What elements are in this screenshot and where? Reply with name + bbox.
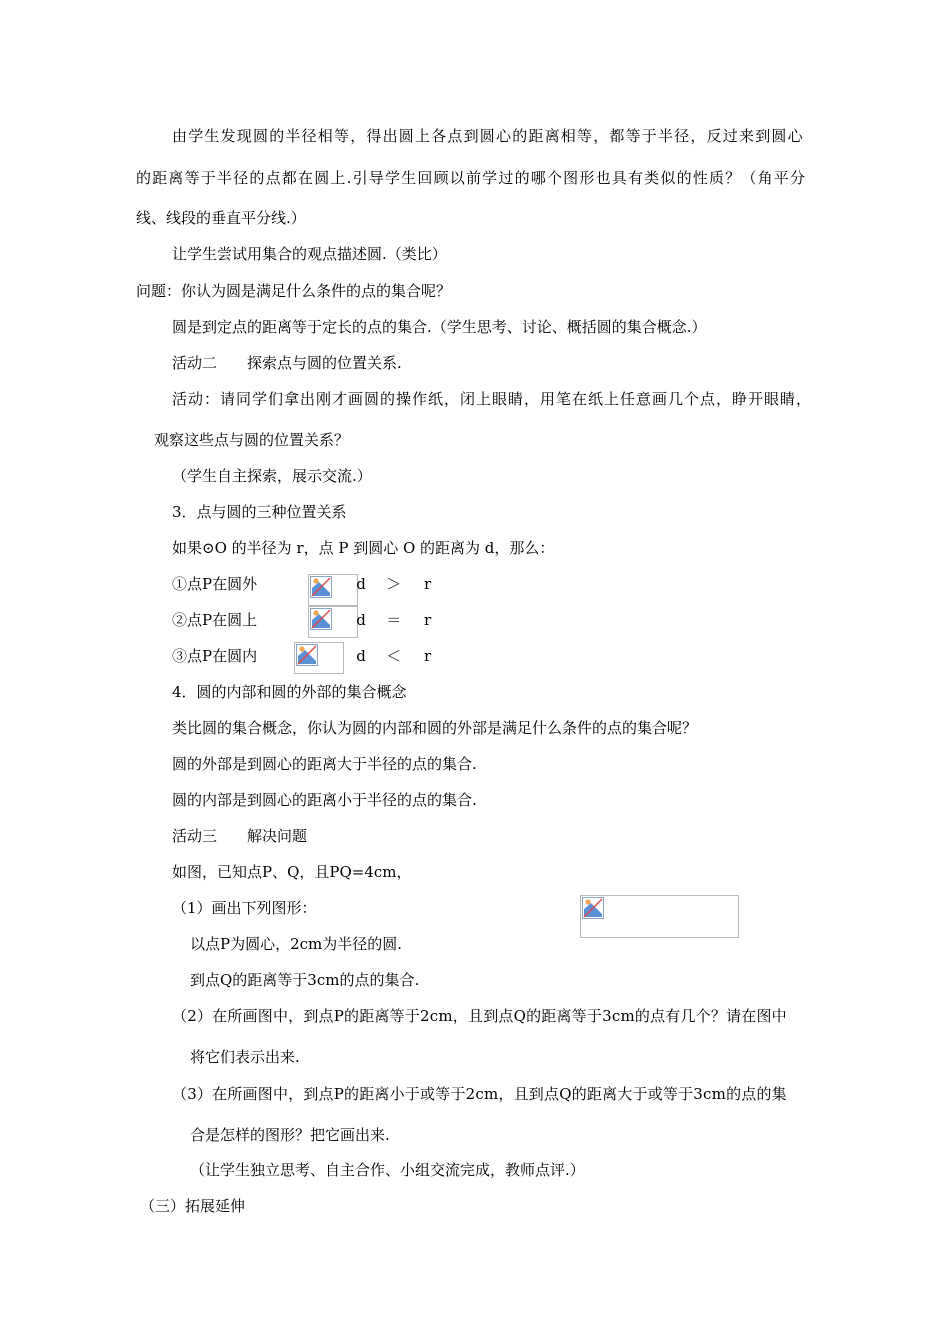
question-line: （2）在所画图中，到点P的距离等于2cm，且到点Q的距离等于3cm的点有几个？请在图中 <box>172 1007 787 1025</box>
paragraph-line: 将它们表示出来. <box>190 1048 300 1066</box>
broken-image-icon <box>308 606 358 638</box>
paragraph-line: （学生自主探索，展示交流.） <box>172 467 372 485</box>
paragraph-line: 的距离等于半径的点都在圆上.引导学生回顾以前学过的哪个图形也具有类似的性质？（角平分 <box>136 169 807 187</box>
paragraph-line: 到点Q的距离等于3cm的点的集合. <box>190 971 420 989</box>
paragraph-line: 如果⊙O 的半径为 r，点 P 到圆心 O 的距离为 d，那么： <box>172 539 555 557</box>
broken-image-icon <box>296 644 318 666</box>
paragraph-line: 类比圆的集合概念，你认为圆的内部和圆的外部是满足什么条件的点的集合呢？ <box>172 719 698 737</box>
broken-image-icon <box>310 576 332 598</box>
answer-line: 圆是到定点的距离等于定长的点的集合.（学生思考、讨论、概括圆的集合概念.） <box>172 318 707 336</box>
distance-symbol: d <box>356 647 366 665</box>
comparison-operator: ＝ <box>386 611 402 629</box>
paragraph-line: （让学生独立思考、自主合作、小组交流完成，教师点评.） <box>190 1161 585 1179</box>
paragraph-line: 由学生发现圆的半径相等，得出圆上各点到圆心的距离相等，都等于半径，反过来到圆心 <box>172 127 804 145</box>
section-title: 3．点与圆的三种位置关系 <box>172 503 347 521</box>
paragraph-line: 以点P为圆心，2cm为半径的圆. <box>190 935 403 953</box>
relation-label: ②点P在圆上 <box>172 611 258 629</box>
broken-image-icon <box>580 895 739 938</box>
broken-image-icon <box>294 642 344 674</box>
question-line: 问题：你认为圆是满足什么条件的点的集合呢？ <box>136 282 452 300</box>
paragraph-line: 观察这些点与圆的位置关系？ <box>154 431 350 449</box>
relation-label: ③点P在圆内 <box>172 647 258 665</box>
question-line: （3）在所画图中，到点P的距离小于或等于2cm，且到点Q的距离大于或等于3cm的点的集 <box>172 1085 787 1103</box>
section-title: 4．圆的内部和圆的外部的集合概念 <box>172 683 407 701</box>
paragraph-line: 如图，已知点P、Q，且PQ=4cm， <box>172 863 412 881</box>
radius-symbol: r <box>423 575 432 593</box>
paragraph-line: 线、线段的垂直平分线.） <box>136 209 306 227</box>
paragraph-line: 让学生尝试用集合的观点描述圆.（类比） <box>172 245 447 263</box>
activity-title: 活动二 探索点与圆的位置关系. <box>172 354 402 372</box>
paragraph-line: 活动：请同学们拿出刚才画圆的操作纸，闭上眼睛，用笔在纸上任意画几个点，睁开眼睛， <box>172 390 813 408</box>
relation-expression <box>356 610 434 630</box>
paragraph-line: 圆的外部是到圆心的距离大于半径的点的集合. <box>172 755 477 773</box>
paragraph-line: 圆的内部是到圆心的距离小于半径的点的集合. <box>172 791 477 809</box>
comparison-operator: ＜ <box>386 647 402 665</box>
distance-symbol: d <box>356 575 366 593</box>
radius-symbol: r <box>423 611 432 629</box>
activity-title: 活动三 解决问题 <box>172 827 308 845</box>
section-title: （三）拓展延伸 <box>140 1197 246 1215</box>
relation-label: ①点P在圆外 <box>172 575 258 593</box>
question-line: （1）画出下列图形： <box>172 899 317 917</box>
broken-image-icon <box>308 574 358 606</box>
relation-expression <box>356 574 434 594</box>
radius-symbol: r <box>423 647 432 665</box>
distance-symbol: d <box>356 611 366 629</box>
comparison-operator: ＞ <box>386 575 402 593</box>
paragraph-line: 合是怎样的图形？把它画出来. <box>190 1126 390 1144</box>
broken-image-icon <box>582 897 604 919</box>
relation-expression <box>356 646 434 666</box>
broken-image-icon <box>310 608 332 630</box>
